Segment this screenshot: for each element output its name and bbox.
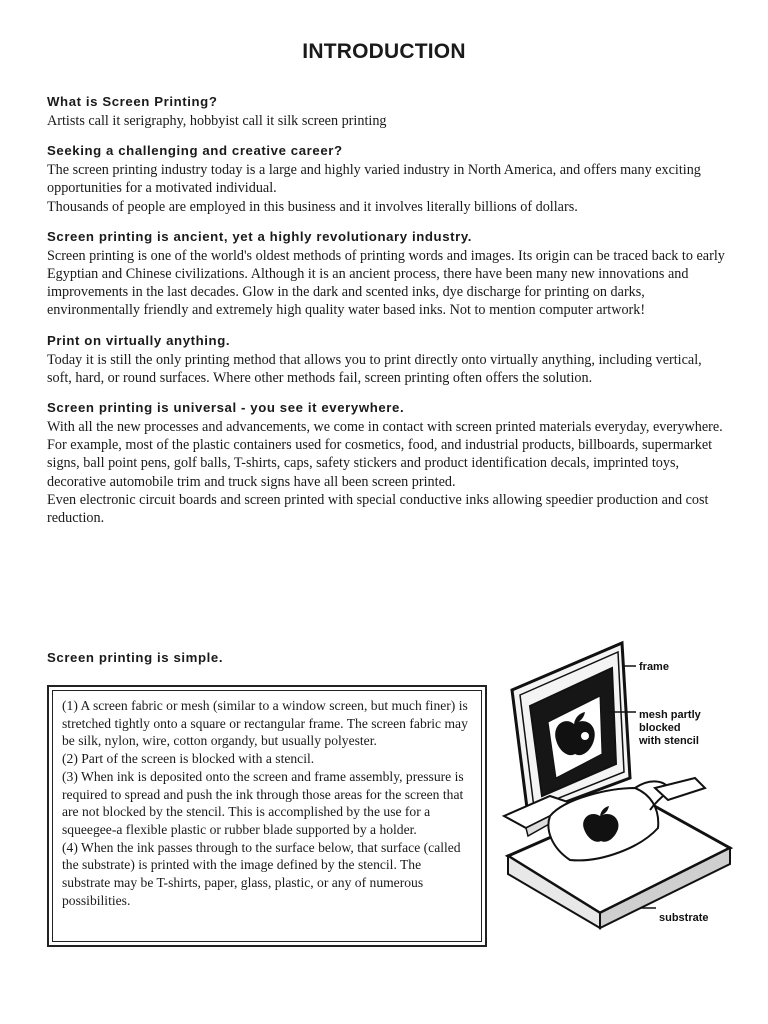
section-heading: Seeking a challenging and creative career? <box>47 143 343 159</box>
section-paragraph: With all the new processes and advancements, we come in contact with screen printed materials everyday, everywhere. For example, most of the plastic containers used for cosmetics, food, and industrial products, billboards, supermarket signs, ball point pens, golf balls, T-shirts, caps, safety stickers and product identification decals, imprinted toys, decorative automobile trim and truck signs have all been screen printed. <box>47 419 723 490</box>
section-heading: Screen printing is universal - you see it everywhere. <box>47 400 405 416</box>
step-2: (2) Part of the screen is blocked with a stencil. <box>62 751 315 767</box>
screen-printing-illustration <box>490 638 750 938</box>
section-paragraph: Today it is still the only printing method that allows you to print directly onto virtually anything, including vertical, soft, hard, or round surfaces. Where other methods fail, screen printing often offers the solution. <box>47 351 702 386</box>
section-heading: What is Screen Printing? <box>47 94 218 109</box>
section-paragraph: Screen printing is one of the world's oldest methods of printing words and images. Its origin can be traced back to early Egyptian and Chinese civilizations. Although it is an ancient process, there have been many new innovations and improvements in the last decades. Glow in the dark and scented inks, dye discharge for printing on darks, environmentally friendly and extremely high quality water based inks. Not to mention computer artwork! <box>47 247 725 319</box>
section-career <box>47 142 729 216</box>
section-heading: Print on virtually anything. <box>47 332 231 348</box>
step-4: (4) When the ink passes through to the surface below, that surface (called the substrate) is printed with the image defined by the stencil. The substrate may be T-shirts, paper, glass, plastic, or any of numerous possibilities. <box>62 839 461 908</box>
section-paragraph: The screen printing industry today is a large and highly varied industry in North America, and offers many exciting opportunities for a motivated individual. <box>47 162 701 197</box>
label-mesh-line1: mesh partly <box>639 709 701 721</box>
section-paragraph: Thousands of people are employed in this business and it involves literally billions of dollars. <box>47 198 578 215</box>
intro-content <box>47 93 729 539</box>
simple-heading: Screen printing is simple. <box>47 650 224 665</box>
steps-box-inner <box>52 690 482 942</box>
step-3: (3) When ink is deposited onto the screen and frame assembly, pressure is required to spread and push the ink through those areas for the screen that are not blocked by the stencil. This is accomplished by the use for a squeegee-a flexible plastic or rubber blade supported by a holder. <box>62 768 464 837</box>
page-title: INTRODUCTION <box>302 40 466 63</box>
section-ancient <box>47 228 729 320</box>
label-frame: frame <box>639 661 669 673</box>
steps-box <box>47 685 487 947</box>
section-universal <box>47 399 729 527</box>
section-paragraph: Even electronic circuit boards and screen printed with special conductive inks allowing speedier production and cost reduction. <box>47 491 709 527</box>
step-1: (1) A screen fabric or mesh (similar to a window screen, but much finer) is stretched tightly onto a square or rectangular frame. The screen fabric may be silk, nylon, wire, cotton organdy, but usually polyester. <box>62 698 468 749</box>
label-mesh-line3: with stencil <box>639 735 699 747</box>
label-mesh-line2: blocked <box>639 722 681 734</box>
label-substrate: substrate <box>659 912 709 924</box>
section-paragraph: Artists call it serigraphy, hobbyist call it silk screen printing <box>47 113 387 129</box>
section-what-is-screen-printing <box>47 93 729 130</box>
section-print-anything <box>47 332 729 387</box>
section-heading: Screen printing is ancient, yet a highly revolutionary industry. <box>47 228 473 244</box>
